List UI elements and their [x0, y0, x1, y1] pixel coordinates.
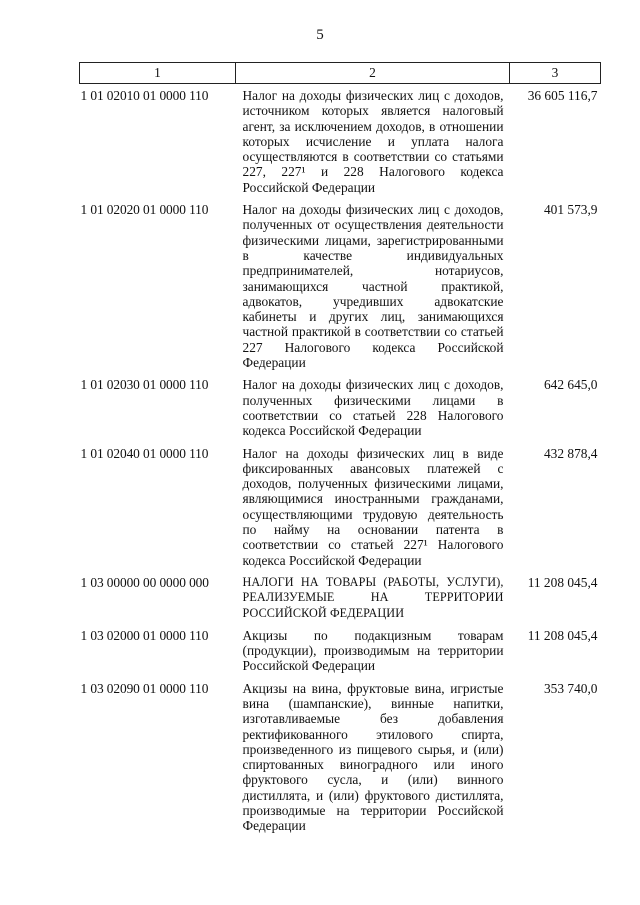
- revenue-amount: 432 878,4: [543, 445, 598, 461]
- revenue-name: НАЛОГИ НА ТОВАРЫ (РАБОТЫ, УСЛУГИ), РЕАЛИЗУЕМЫЕ НА ТЕРРИТОРИИ РОССИЙСКОЙ ФЕДЕРАЦИИ: [242, 574, 504, 620]
- classification-code: 1 03 00000 00 0000 000: [80, 574, 209, 590]
- revenue-name: Налог на доходы физических лиц с доходов, источником которых является налоговый агент, за исключением доходов, в отношении которых исчисление и уплата налога осуществляются в соответствии со статьями 227, 227¹ и 228 Налогового кодекса Российской Федерации: [242, 88, 504, 195]
- column-header-name: 2: [236, 63, 510, 84]
- column-header-code: 1: [80, 63, 236, 84]
- budget-revenue-table: [79, 62, 601, 837]
- revenue-name: Акцизы на вина, фруктовые вина, игристые вина (шампанские), винные напитки, изготавливаемые без добавления ректификованного этилового спирта, произведенного из пищевого сырья, и (или) спиртованных виноградного или иного фруктового сусла, и (или) винного дистиллята, и (или) фруктового дистиллята, производимые на территории Российской Федерации: [242, 680, 504, 834]
- revenue-amount: 36 605 116,7: [527, 88, 598, 103]
- classification-code: 1 01 02030 01 0000 110: [80, 377, 209, 393]
- classification-code: 1 03 02090 01 0000 110: [80, 680, 209, 696]
- classification-code: 1 01 02020 01 0000 110: [80, 202, 209, 218]
- revenue-name: Налог на доходы физических лиц с доходов, полученных от осуществления деятельности физическими лицами, зарегистрированными в качестве индивидуальных предпринимателей, нотариусов, занимающихся частной практикой, адвокатов, учредивших адвокатские кабинеты и других лиц, занимающихся частной практикой в соответствии со статьей 227 Налогового кодекса Российской Федерации: [242, 202, 504, 371]
- revenue-amount: 642 645,0: [543, 377, 598, 393]
- revenue-amount: 11 208 045,4: [527, 574, 598, 590]
- classification-code: 1 03 02000 01 0000 110: [80, 627, 209, 643]
- table-row: [80, 677, 601, 837]
- classification-code: 1 01 02010 01 0000 110: [80, 88, 209, 103]
- classification-code: 1 01 02040 01 0000 110: [80, 445, 209, 461]
- page-number: 5: [316, 27, 324, 43]
- revenue-name: Налог на доходы физических лиц с доходов, полученных физическими лицами в соответствии со статьей 228 Налогового кодекса Российской Федерации: [242, 377, 504, 439]
- revenue-amount: 401 573,9: [543, 202, 598, 218]
- revenue-amount: 11 208 045,4: [527, 627, 598, 643]
- revenue-name: Налог на доходы физических лиц в виде фиксированных авансовых платежей с доходов, полученных физическими лицами, являющимися иностранными гражданами, осуществляющими трудовую деятельность по найму на основании патента в соответствии со статьей 227¹ Налогового кодекса Российской Федерации: [242, 445, 504, 568]
- table-row: [80, 624, 601, 677]
- table-row: [80, 84, 601, 199]
- table-row: [80, 571, 601, 624]
- table-header-row: [80, 63, 601, 84]
- revenue-amount: 353 740,0: [543, 680, 598, 696]
- revenue-name: Акцизы по подакцизным товарам (продукции), производимым на территории Российской Федерации: [242, 627, 504, 674]
- column-header-amount: 3: [510, 63, 601, 84]
- table-row: [80, 373, 601, 441]
- table-row: [80, 198, 601, 373]
- table-row: [80, 442, 601, 571]
